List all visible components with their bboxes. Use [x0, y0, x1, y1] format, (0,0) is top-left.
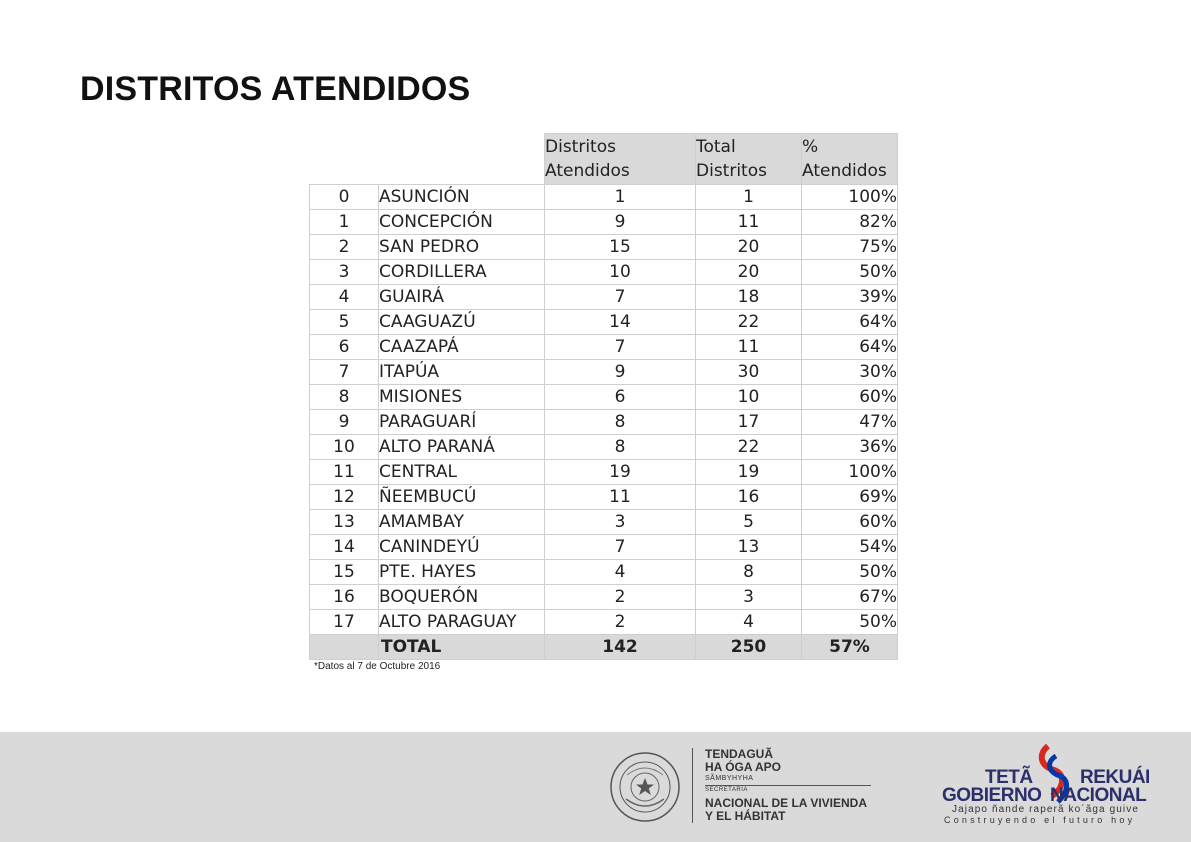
table-row: [310, 610, 898, 635]
total-distritos-cell: 10: [696, 385, 802, 410]
total-distritos-cell: 13: [696, 535, 802, 560]
distritos-atendidos-cell: 11: [545, 485, 696, 510]
department-name-cell: CONCEPCIÓN: [379, 210, 545, 235]
distritos-atendidos-cell: 7: [545, 335, 696, 360]
distritos-atendidos-cell: 15: [545, 235, 696, 260]
total-idx-cell: [310, 635, 379, 660]
table-row: [310, 435, 898, 460]
page-title: DISTRITOS ATENDIDOS: [80, 70, 471, 108]
row-index-cell: 9: [310, 410, 379, 435]
total-atendidos: 142: [545, 635, 696, 660]
row-index-cell: 16: [310, 585, 379, 610]
distritos-atendidos-cell: 4: [545, 560, 696, 585]
pct-atendidos-cell: 54%: [802, 535, 898, 560]
table-row: [310, 260, 898, 285]
distritos-atendidos-cell: 2: [545, 585, 696, 610]
pct-atendidos-cell: 100%: [802, 460, 898, 485]
distritos-atendidos-cell: 7: [545, 285, 696, 310]
total-distritos-cell: 20: [696, 235, 802, 260]
pct-atendidos-cell: 100%: [802, 185, 898, 210]
pct-atendidos-cell: 30%: [802, 360, 898, 385]
table-row: [310, 210, 898, 235]
header-blank-idx: [310, 134, 379, 185]
total-distritos-cell: 20: [696, 260, 802, 285]
total-distritos-cell: 4: [696, 610, 802, 635]
department-name-cell: CORDILLERA: [379, 260, 545, 285]
table-row: [310, 560, 898, 585]
total-distritos: 250: [696, 635, 802, 660]
distritos-atendidos-cell: 1: [545, 185, 696, 210]
secretaria-name: NACIONAL DE LA VIVIENDA Y EL HÁBITAT: [705, 796, 868, 823]
table-row: [310, 535, 898, 560]
department-name-cell: CANINDEYÚ: [379, 535, 545, 560]
gobierno-slogan-spanish: Construyendo el futuro hoy: [944, 815, 1136, 825]
department-name-cell: AMAMBAY: [379, 510, 545, 535]
table-row: [310, 235, 898, 260]
table-row: [310, 510, 898, 535]
row-index-cell: 3: [310, 260, 379, 285]
pct-atendidos-cell: 82%: [802, 210, 898, 235]
total-distritos-cell: 19: [696, 460, 802, 485]
total-distritos-cell: 8: [696, 560, 802, 585]
secretaria-guarani-sub: SÃMBYHYHA: [705, 775, 754, 782]
row-index-cell: 8: [310, 385, 379, 410]
row-index-cell: 14: [310, 535, 379, 560]
department-name-cell: MISIONES: [379, 385, 545, 410]
distritos-atendidos-cell: 10: [545, 260, 696, 285]
table-total-row: [310, 635, 898, 660]
pct-atendidos-cell: 50%: [802, 560, 898, 585]
pct-atendidos-cell: 67%: [802, 585, 898, 610]
pct-atendidos-cell: 50%: [802, 610, 898, 635]
total-pct: 57%: [802, 635, 898, 660]
table-row: [310, 335, 898, 360]
distritos-atendidos-cell: 7: [545, 535, 696, 560]
pct-atendidos-cell: 64%: [802, 335, 898, 360]
distritos-atendidos-cell: 19: [545, 460, 696, 485]
pct-atendidos-cell: 36%: [802, 435, 898, 460]
table-row: [310, 410, 898, 435]
department-name-cell: GUAIRÁ: [379, 285, 545, 310]
distritos-atendidos-cell: 6: [545, 385, 696, 410]
footer-divider: [692, 748, 693, 823]
department-name-cell: PTE. HAYES: [379, 560, 545, 585]
total-distritos-cell: 17: [696, 410, 802, 435]
pct-atendidos-cell: 69%: [802, 485, 898, 510]
total-distritos-cell: 30: [696, 360, 802, 385]
paraguay-seal-logo: [609, 751, 681, 823]
gobierno-word-teta: TETÃ: [985, 767, 1033, 788]
distritos-atendidos-cell: 3: [545, 510, 696, 535]
total-distritos-cell: 22: [696, 435, 802, 460]
secretaria-rule: [705, 785, 871, 786]
total-distritos-cell: 16: [696, 485, 802, 510]
distritos-atendidos-cell: 8: [545, 410, 696, 435]
secretaria-label: SECRETARÍA: [705, 787, 748, 793]
total-distritos-cell: 1: [696, 185, 802, 210]
table-row: [310, 285, 898, 310]
department-name-cell: SAN PEDRO: [379, 235, 545, 260]
distritos-atendidos-cell: 2: [545, 610, 696, 635]
table-row: [310, 460, 898, 485]
gobierno-slogan-guarani: Jajapo ñande raperã ko´ãga guive: [952, 804, 1139, 815]
department-name-cell: ÑEEMBUCÚ: [379, 485, 545, 510]
department-name-cell: ALTO PARANÁ: [379, 435, 545, 460]
total-distritos-cell: 5: [696, 510, 802, 535]
gobierno-word-rekuai: REKUÁI: [1080, 767, 1150, 788]
distritos-atendidos-cell: 8: [545, 435, 696, 460]
department-name-cell: CAAGUAZÚ: [379, 310, 545, 335]
row-index-cell: 4: [310, 285, 379, 310]
distritos-atendidos-cell: 9: [545, 210, 696, 235]
pct-atendidos-cell: 60%: [802, 510, 898, 535]
table-row: [310, 310, 898, 335]
table-row: [310, 360, 898, 385]
department-name-cell: CENTRAL: [379, 460, 545, 485]
header-pct-atendidos: % Atendidos: [802, 134, 898, 185]
row-index-cell: 12: [310, 485, 379, 510]
table-row: [310, 585, 898, 610]
pct-atendidos-cell: 75%: [802, 235, 898, 260]
distritos-atendidos-cell: 14: [545, 310, 696, 335]
districts-table: [309, 133, 898, 660]
total-distritos-cell: 3: [696, 585, 802, 610]
table-header-row: [310, 134, 898, 185]
header-total-distritos: Total Distritos: [696, 134, 802, 185]
row-index-cell: 15: [310, 560, 379, 585]
secretaria-guarani-title: TENDAGUÃ HA ÓGA APO: [705, 747, 782, 774]
total-distritos-cell: 18: [696, 285, 802, 310]
department-name-cell: CAAZAPÁ: [379, 335, 545, 360]
header-distritos-atendidos: Distritos Atendidos: [545, 134, 696, 185]
data-note: *Datos al 7 de Octubre 2016: [314, 661, 441, 672]
pct-atendidos-cell: 60%: [802, 385, 898, 410]
department-name-cell: PARAGUARÍ: [379, 410, 545, 435]
table-row: [310, 185, 898, 210]
row-index-cell: 11: [310, 460, 379, 485]
total-label: TOTAL: [379, 635, 545, 660]
department-name-cell: ASUNCIÓN: [379, 185, 545, 210]
gobierno-word-nacional: NACIONAL: [1050, 785, 1147, 806]
row-index-cell: 10: [310, 435, 379, 460]
distritos-atendidos-cell: 9: [545, 360, 696, 385]
row-index-cell: 0: [310, 185, 379, 210]
row-index-cell: 2: [310, 235, 379, 260]
row-index-cell: 13: [310, 510, 379, 535]
table-row: [310, 485, 898, 510]
row-index-cell: 6: [310, 335, 379, 360]
table-row: [310, 385, 898, 410]
row-index-cell: 7: [310, 360, 379, 385]
department-name-cell: ITAPÚA: [379, 360, 545, 385]
pct-atendidos-cell: 39%: [802, 285, 898, 310]
row-index-cell: 1: [310, 210, 379, 235]
total-distritos-cell: 11: [696, 335, 802, 360]
total-distritos-cell: 11: [696, 210, 802, 235]
pct-atendidos-cell: 47%: [802, 410, 898, 435]
gobierno-word-gobierno: GOBIERNO: [942, 785, 1042, 806]
row-index-cell: 5: [310, 310, 379, 335]
department-name-cell: ALTO PARAGUAY: [379, 610, 545, 635]
row-index-cell: 17: [310, 610, 379, 635]
pct-atendidos-cell: 50%: [802, 260, 898, 285]
department-name-cell: BOQUERÓN: [379, 585, 545, 610]
header-blank-name: [379, 134, 545, 185]
total-distritos-cell: 22: [696, 310, 802, 335]
pct-atendidos-cell: 64%: [802, 310, 898, 335]
